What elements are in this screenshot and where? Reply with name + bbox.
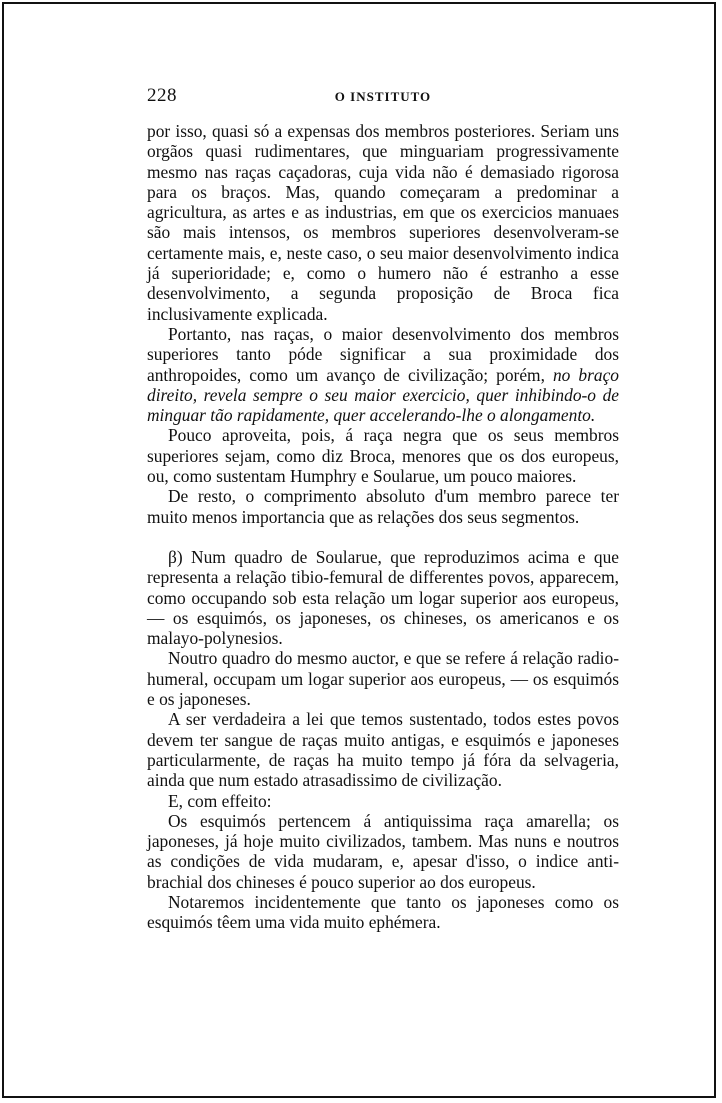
paragraph-8 [147, 791, 619, 811]
paragraph-6-text: Noutro quadro do mesmo auctor, e que se refere á relação radio-humeral, occupam um logar superior aos europeus, — os esquimós e os japoneses. [147, 648, 619, 710]
page-number: 228 [147, 85, 177, 106]
paragraph-1-text: por isso, quasi só a expensas dos membros posteriores. Seriam uns orgãos quasi rudimentares, que minguariam progressivamente mesmo nas raças caçadoras, cuja vida não é demasiado rigorosa para os braços. Mas, quando começaram a predominar a agricultura, as artes e as industrias, em que os exercicios manuaes são mais intensos, os membros superiores desenvolveram-se certamente mais, e, neste caso, o seu maior desenvolvimento indica já superioridade; e, como o humero não é estranho a esse desenvolvimento, a segunda proposição de Broca fica inclusivamente explicada. [147, 121, 619, 324]
paragraph-4 [147, 486, 619, 527]
paragraph-5-text: β) Num quadro de Soularue, que reproduzimos acima e que representa a relação tibio-femural de differentes povos, apparecem, como occupando sob esta relação um logar superior aos europeus, — os esquimós, os japoneses, os chineses, os americanos e os malayo-polynesios. [147, 546, 619, 649]
paragraph-10 [147, 892, 619, 933]
paragraph-9 [147, 811, 619, 892]
paragraph-7 [147, 709, 619, 790]
page-header [147, 85, 619, 109]
paragraph-8-text: E, com effeito: [168, 790, 272, 811]
paragraph-10-text: Notaremos incidentemente que tanto os japoneses como os esquimós têem uma vida muito ephémera. [147, 891, 619, 933]
paragraph-7-text: A ser verdadeira a lei que temos sustentado, todos estes povos devem ter sangue de raças muito antigas, e esquimós e japoneses particularmente, de raças ha muito tempo já fóra da selvageria, ainda que num estado atrasadissimo de civilização. [147, 709, 619, 791]
paragraph-5 [147, 547, 619, 648]
paragraph-2-text: Portanto, nas raças, o maior desenvolvimento dos membros superiores tanto póde significar a sua proximidade dos anthropoides, como um avanço de civilização; porém, [147, 323, 619, 385]
paragraph-3-text: Pouco aproveita, pois, á raça negra que os seus membros superiores sejam, como diz Broca, menores que os dos europeus, ou, como sustentam Humphry e Soularue, um pouco maiores. [147, 425, 619, 487]
paragraph-3 [147, 425, 619, 486]
body-text [147, 121, 619, 933]
paragraph-2-italic: no braço direito, revela sempre o seu maior exercicio, quer inhibindo-o de minguar tão rapidamente, quer accelerando-lhe o alongamento. [147, 364, 619, 426]
paragraph-1 [147, 121, 619, 324]
paragraph-9-text: Os esquimós pertencem á antiquissima raça amarella; os japoneses, já hoje muito civilizados, tambem. Mas nuns e noutros as condições de vida mudaram, e, apesar d'isso, o indice anti-brachial dos chineses é pouco superior ao dos europeus. [147, 810, 619, 892]
paragraph-4-text: De resto, o comprimento absoluto d'um membro parece ter muito menos importancia que as relações dos seus segmentos. [147, 486, 619, 527]
running-title: O INSTITUTO [334, 89, 432, 104]
paragraph-6 [147, 648, 619, 709]
paragraph-2 [147, 324, 619, 425]
